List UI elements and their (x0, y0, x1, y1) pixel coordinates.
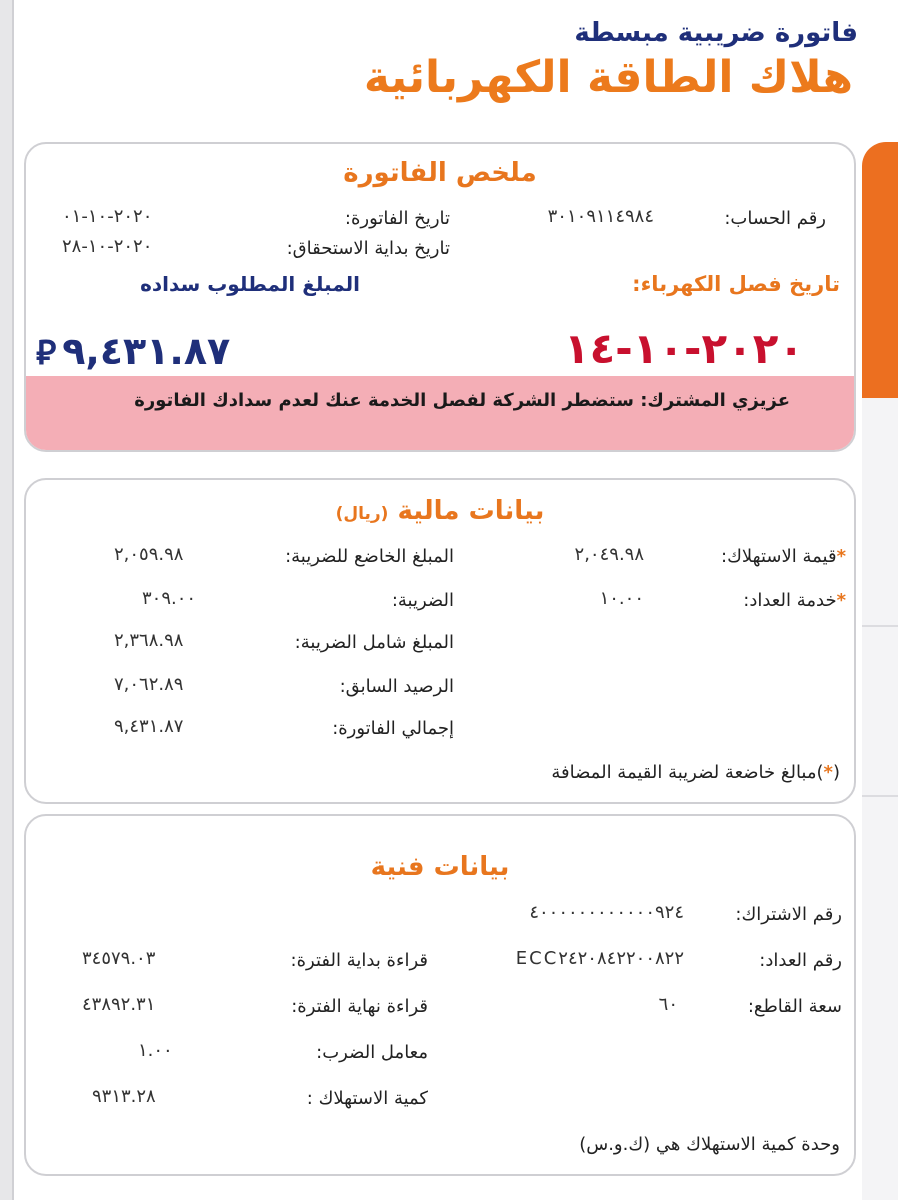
previous-balance-label: الرصيد السابق: (339, 676, 454, 697)
previous-balance-value: ٧,٠٦٢.٨٩ (114, 674, 184, 695)
amount-incl-tax-label: المبلغ شامل الضريبة: (294, 632, 454, 653)
meter-number-value: ECC٢٤٢٠٨٤٢٢٠٠٨٢٢ (515, 948, 684, 969)
subscription-number-label: رقم الاشتراك: (735, 904, 842, 925)
left-edge-line (12, 0, 14, 1200)
end-reading-value: ٤٣٨٩٢.٣١ (82, 994, 156, 1015)
start-reading-value: ٣٤٥٧٩.٠٣ (82, 948, 156, 969)
right-strip-divider (862, 625, 898, 627)
invoice-summary-card (24, 142, 856, 452)
account-number-label: رقم الحساب: (724, 208, 826, 229)
financial-title-text: بيانات مالية (397, 496, 545, 526)
amount-incl-tax-value: ٢,٣٦٨.٩٨ (114, 630, 184, 651)
multiplier-label: معامل الضرب: (316, 1042, 428, 1063)
invoice-date-label: تاريخ الفاتورة: (344, 208, 450, 229)
warning-text: عزيزي المشترك: ستضطر الشركة لفصل الخدمة عنك لعدم سدادك الفاتورة (134, 390, 790, 411)
summary-title: ملخص الفاتورة (343, 158, 537, 188)
meter-service-label: *خدمة العداد: (743, 590, 846, 611)
invoice-title: هلاك الطاقة الكهربائية (363, 52, 853, 103)
consumption-quantity-label: كمية الاستهلاك : (306, 1088, 428, 1109)
due-start-value: ٢٠٢٠-١٠-٢٨ (62, 236, 153, 257)
taxable-amount-label: المبلغ الخاضع للضريبة: (285, 546, 454, 567)
consumption-unit-note: وحدة كمية الاستهلاك هي (ك.و.س) (579, 1134, 840, 1155)
invoice-total-value: ٩,٤٣١.٨٧ (114, 716, 184, 737)
invoice-subtitle: فاتورة ضريبية مبسطة (574, 18, 858, 48)
consumption-value-label: *قيمة الاستهلاك: (721, 546, 846, 567)
consumption-value: ٢,٠٤٩.٩٨ (574, 544, 644, 565)
amount-due-number: ٩,٤٣١.٨٧ (62, 329, 231, 373)
account-number-value: ٣٠١٠٩١١٤٩٨٤ (547, 206, 654, 227)
amount-due-value (36, 329, 230, 374)
financial-data-card (24, 478, 856, 804)
meter-service-value: ١٠.٠٠ (599, 588, 644, 609)
amount-due-label: المبلغ المطلوب سداده (140, 272, 360, 296)
tax-label: الضريبة: (391, 590, 454, 611)
right-strip-divider (862, 795, 898, 797)
cutoff-date-value: ٢٠٢٠-١٠-١٤ (564, 324, 804, 373)
riyal-currency-icon: ⃁ (36, 333, 63, 373)
vat-footnote: (*)مبالغ خاضعة لضريبة القيمة المضافة (551, 762, 840, 783)
breaker-capacity-label: سعة القاطع: (747, 996, 842, 1017)
orange-side-tab (862, 142, 898, 398)
right-side-strip (862, 398, 898, 1200)
breaker-capacity-value: ٦٠ (658, 994, 678, 1015)
meter-number-label: رقم العداد: (759, 950, 842, 971)
invoice-date-value: ٢٠٢٠-١٠-٠١ (62, 206, 153, 227)
invoice-header (14, 0, 898, 140)
invoice-total-label: إجمالي الفاتورة: (332, 718, 454, 739)
tax-value: ٣٠٩.٠٠ (142, 588, 197, 609)
subscription-number-value: ٤٠٠٠٠٠٠٠٠٠٠٠٠٩٢٤ (529, 902, 684, 923)
start-reading-label: قراءة بداية الفترة: (290, 950, 428, 971)
currency-unit: (ريال) (335, 504, 389, 524)
multiplier-value: ١.٠٠ (138, 1040, 173, 1061)
disconnection-warning-banner (26, 376, 854, 450)
financial-title (26, 496, 854, 526)
taxable-amount-value: ٢,٠٥٩.٩٨ (114, 544, 184, 565)
consumption-quantity-value: ٩٣١٣.٢٨ (92, 1086, 156, 1107)
technical-data-card (24, 814, 856, 1176)
due-start-label: تاريخ بداية الاستحقاق: (286, 238, 450, 259)
end-reading-label: قراءة نهاية الفترة: (291, 996, 428, 1017)
left-edge-strip (0, 0, 12, 1200)
cutoff-date-label: تاريخ فصل الكهرباء: (632, 272, 840, 296)
technical-title: بيانات فنية (370, 852, 510, 882)
